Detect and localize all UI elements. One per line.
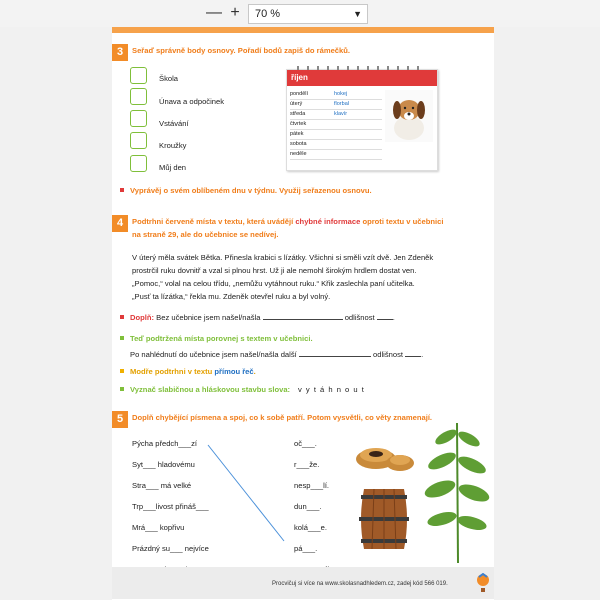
spelled-word: v y t á h n o u t: [298, 385, 365, 394]
calendar-day: neděle: [290, 151, 307, 157]
task-text: odlišnost: [344, 313, 375, 322]
task-line: Po nahlédnutí do učebnice jsem našel/našla další odlišnost .: [130, 350, 424, 359]
proverb-end: nesp___lí.: [294, 481, 330, 490]
proverb-start: Syt___ hladovému: [132, 460, 195, 469]
paragraph-line: prostrčil ruku dovnitř a vzal si plnou hrst. Už ji ale nemohl širokým hrdlem dostat ven.: [132, 266, 417, 275]
calendar-day: pondělí: [290, 91, 309, 97]
task-text: odlišnost: [373, 350, 403, 359]
calendar-day: sobota: [290, 141, 307, 147]
proverb-end: dun___.: [294, 502, 322, 511]
exercise-number: 5: [112, 411, 128, 428]
exercise-instruction: Doplň chybějící písmena a spoj, co k sobě patří. Potom vysvětli, co věty znamenají.: [132, 413, 433, 422]
calendar-activity: florbal: [334, 101, 349, 107]
zoom-in-button[interactable]: +: [230, 4, 240, 21]
proverb-start: Stra___ má velké: [132, 481, 192, 490]
outline-item: Vstávání: [159, 119, 189, 128]
outline-item: Škola: [159, 74, 178, 83]
calendar-day: pátek: [290, 131, 304, 137]
proverb-start: Prázdný su___ nejvíce: [132, 544, 209, 553]
task-line: Doplň: Bez učebnice jsem našel/našla odlišnost .: [130, 313, 395, 322]
outline-item: Můj den: [159, 163, 187, 172]
proverb-end: pá___.: [294, 544, 318, 553]
instruction-highlight: chybné informace: [295, 217, 361, 226]
worksheet-page: [112, 27, 494, 600]
instruction-part: na straně 29, ale do učebnice se nedívej.: [132, 230, 279, 239]
outline-item: Kroužky: [159, 141, 187, 150]
balloon-icon: [476, 573, 490, 593]
nettle-plant-icon: [424, 423, 490, 563]
proverb-start: Trp___livost přináš___: [132, 502, 209, 511]
paragraph-line: V úterý měla svátek Bětka. Přinesla krabici s lízátky. Všichni si směli vzít dvě. Jen Zdeněk: [132, 253, 434, 262]
zoom-value: 70 %: [255, 8, 281, 20]
calendar-activity: klavír: [334, 111, 348, 117]
footer-bar: [112, 567, 494, 599]
task-text: Po nahlédnutí do učebnice jsem našel/našla další: [130, 350, 297, 359]
zoom-out-button[interactable]: —: [206, 4, 222, 21]
zoom-select[interactable]: [248, 4, 368, 24]
calendar-activity: hokej: [334, 91, 348, 97]
pastry-icon: [354, 433, 416, 473]
barrel-icon: [358, 485, 410, 553]
task-text: Bez učebnice jsem našel/našla: [156, 313, 261, 322]
task-text: Vyprávěj o svém oblíbeném dnu v týdnu. Využij seřazenou osnovu.: [130, 186, 372, 195]
proverb-end: oč___.: [294, 439, 317, 448]
task-text: Teď podtržená místa porovnej s textem v učebnici.: [130, 334, 313, 343]
proverb-start: Pýcha předch___zí: [132, 439, 198, 448]
proverb-end: r___že.: [294, 460, 320, 469]
instruction-part: Podtrhni červeně místa v textu, která uvádějí: [132, 217, 296, 226]
calendar-day: čtvrtek: [290, 121, 307, 127]
task-highlight: přímou řeč: [214, 367, 254, 376]
pdf-toolbar: [0, 0, 600, 27]
task-text-part: Modře podtrhni v textu: [130, 367, 215, 376]
calendar-day: úterý: [290, 101, 303, 107]
paragraph-line: „Pusť ta lízátka,“ řekla mu. Zdeněk otevřel ruku a byl volný.: [132, 292, 331, 301]
footer-text: Procvičuj si více na www.skolasnadhledem.cz, zadej kód 566 019.: [272, 581, 448, 587]
exercise-number: 3: [112, 44, 128, 61]
calendar-day: středa: [290, 111, 306, 117]
instruction-part: oproti textu v učebnici: [360, 217, 444, 226]
task-text: Vyznač slabičnou a hláskovou stavbu slova:: [130, 385, 291, 394]
calendar-month: říjen: [291, 73, 308, 82]
proverb-end: kolá___e.: [294, 523, 327, 532]
task-text-part: .: [253, 367, 256, 376]
exercise-number: 4: [112, 215, 128, 232]
proverb-start: Mrá___ kopřivu: [132, 523, 185, 532]
task-label: Doplň:: [130, 313, 155, 322]
chevron-down-icon: ▼: [353, 9, 362, 19]
outline-item: Únava a odpočinek: [159, 97, 225, 106]
exercise-instruction: Seřaď správně body osnovy. Pořadí bodů zapiš do rámečků.: [132, 46, 351, 55]
paragraph-line: „Pomoc,“ volal na celou třídu, „nemůžu vytáhnout ruku.“ Křik zaslechla paní učitelka.: [132, 279, 415, 288]
